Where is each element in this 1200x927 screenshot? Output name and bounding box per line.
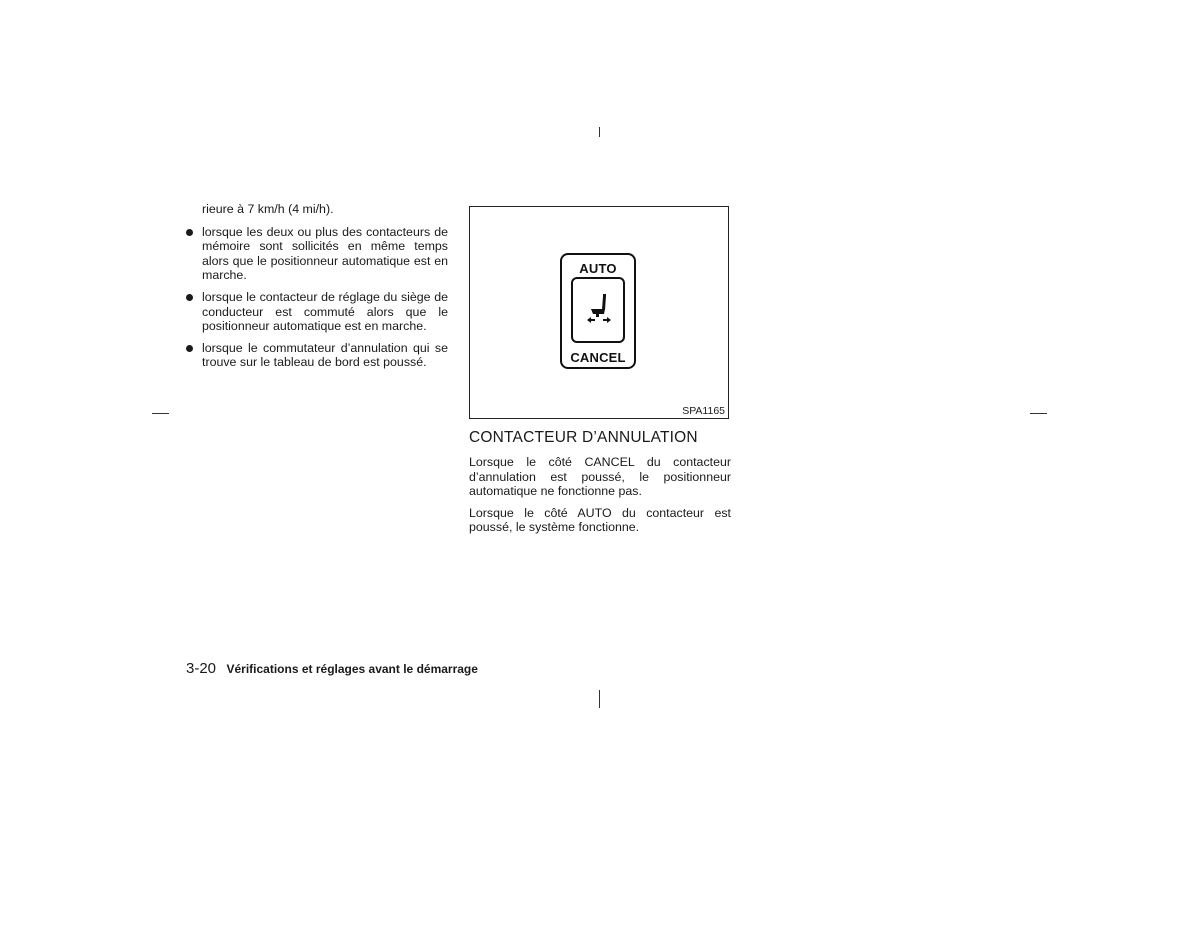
paragraph: Lorsque le côté AUTO du contacteur est poussé, le système fonctionne. <box>469 505 731 535</box>
bullet-dot-icon <box>186 294 193 301</box>
switch-button <box>571 277 625 343</box>
bullet-item <box>186 225 448 283</box>
page-number: 3-20 <box>186 660 217 677</box>
page-footer <box>186 660 478 678</box>
bottom-center-mark <box>599 690 600 708</box>
left-column <box>186 202 448 377</box>
footer-title: Vérifications et réglages avant le démarrage <box>226 662 478 676</box>
paragraph: Lorsque le côté CANCEL du contacteur d’annulation est poussé, le positionneur automatique ne fonctionne pas. <box>469 455 731 499</box>
seat-memory-icon <box>586 294 612 324</box>
switch-figure <box>469 206 729 419</box>
bullet-list <box>186 225 448 370</box>
top-center-mark <box>599 127 600 137</box>
cancel-switch-illustration <box>560 253 636 369</box>
bullet-text: lorsque les deux ou plus des contacteurs de mémoire sont sollicités en même temps alors que le positionneur automatique est en marche. <box>202 224 448 283</box>
bullet-dot-icon <box>186 229 193 236</box>
bullet-item <box>186 290 448 334</box>
continuation-text: rieure à 7 km/h (4 mi/h). <box>202 202 334 216</box>
switch-auto-label: AUTO <box>579 261 617 276</box>
right-margin-mark <box>1030 413 1047 414</box>
bullet-text: lorsque le contacteur de réglage du siège de conducteur est commuté alors que le positionneur automatique est en marche. <box>202 289 448 334</box>
left-margin-mark <box>152 413 169 414</box>
bullet-item <box>186 341 448 370</box>
right-column <box>469 429 731 542</box>
section-heading: CONTACTEUR D’ANNULATION <box>469 429 698 446</box>
figure-code: SPA1165 <box>682 405 725 417</box>
bullet-text: lorsque le commutateur d’annulation qui se trouve sur le tableau de bord est poussé. <box>202 340 448 370</box>
switch-cancel-label: CANCEL <box>570 350 626 365</box>
bullet-dot-icon <box>186 345 193 352</box>
